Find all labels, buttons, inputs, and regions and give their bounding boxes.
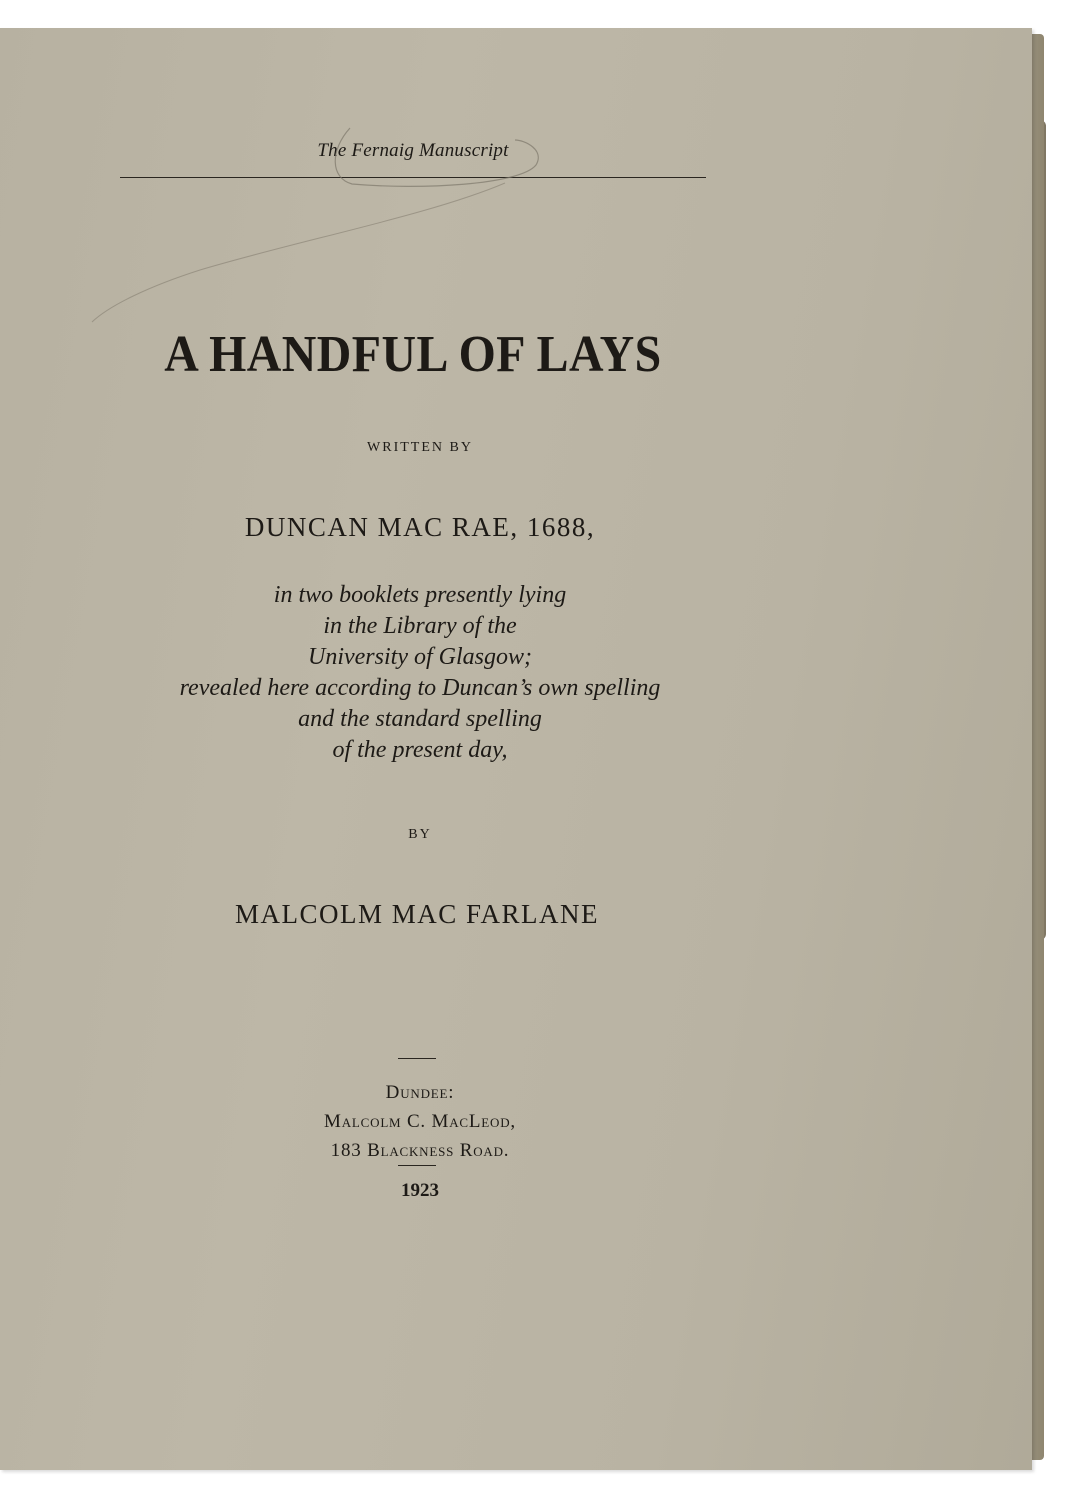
written-by-label: WRITTEN BY (367, 440, 473, 455)
imprint-publisher: Malcolm C. MacLeod, (324, 1111, 516, 1132)
running-head: The Fernaig Manuscript (317, 140, 509, 161)
imprint-rule-bottom (398, 1165, 436, 1166)
imprint-city: Dundee: (385, 1082, 455, 1103)
author-name: DUNCAN MAC RAE, 1688, (244, 512, 596, 542)
book-title: A HANDFUL OF LAYS (164, 326, 662, 383)
description-line: University of Glasgow; (308, 644, 532, 670)
description-line: and the standard spelling (298, 706, 542, 732)
by-label: BY (408, 827, 432, 842)
description (120, 580, 720, 766)
imprint-rule-top (398, 1058, 436, 1059)
imprint (220, 1078, 620, 1165)
imprint-address: 183 Blackness Road. (330, 1140, 510, 1161)
publication-year: 1923 (401, 1180, 439, 1201)
editor-name: MALCOLM MAC FARLANE (234, 899, 600, 929)
description-line: revealed here according to Duncan’s own spelling (179, 675, 661, 701)
description-line: of the present day, (332, 737, 508, 763)
description-line: in two booklets presently lying (273, 582, 567, 608)
description-line: in the Library of the (323, 613, 517, 639)
